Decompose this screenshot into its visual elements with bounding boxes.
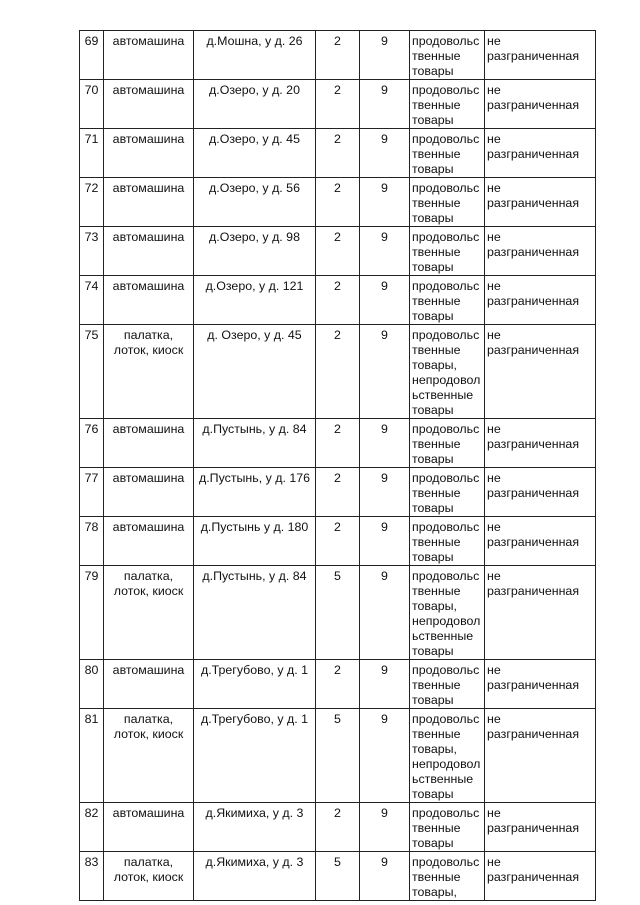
quantity-cell (316, 517, 360, 566)
land-status-line: не (487, 34, 501, 48)
address-cell (194, 803, 316, 852)
cell-text: 74 (84, 279, 99, 293)
goods-line: твенные (412, 437, 461, 451)
goods-line: продовольс (412, 855, 480, 869)
row-number-cell (80, 468, 104, 517)
object-type-line: лоток, киоск (113, 870, 184, 884)
cell-text: 76 (84, 422, 99, 436)
goods-line: непродовол (412, 757, 481, 771)
cell-text: 9 (381, 279, 388, 293)
cell-text: 69 (84, 34, 99, 48)
land-status-line: разграниченная (487, 98, 580, 112)
land-status-line: не (487, 520, 501, 534)
address-cell (194, 227, 316, 276)
goods-cell (410, 566, 485, 660)
object-type-line: палатка, (123, 855, 174, 869)
object-type-line: автомашина (112, 34, 185, 48)
period-cell (360, 178, 410, 227)
land-status-cell (485, 129, 596, 178)
cell-text: 70 (84, 83, 99, 97)
address-cell (194, 80, 316, 129)
goods-line: товары (412, 211, 454, 225)
land-status-line: не (487, 230, 501, 244)
cell-text: 9 (381, 471, 388, 485)
cell-text: 9 (381, 712, 388, 726)
quantity-cell (316, 709, 360, 803)
address-cell (194, 419, 316, 468)
goods-line: ьственные (412, 772, 474, 786)
goods-line: товары (412, 501, 454, 515)
goods-line: продовольс (412, 279, 480, 293)
goods-line: продовольс (412, 132, 480, 146)
table-row (80, 129, 596, 178)
cell-text: 5 (334, 712, 341, 726)
cell-text: д.Мошна, у д. 26 (206, 34, 303, 48)
cell-text: д.Пустынь, у д. 176 (198, 471, 311, 485)
cell-text: 2 (334, 663, 341, 677)
goods-line: твенные (412, 49, 461, 63)
period-cell (360, 227, 410, 276)
object-type-cell (104, 803, 194, 852)
land-status-line: не (487, 712, 501, 726)
cell-text: 71 (84, 132, 99, 146)
land-status-cell (485, 31, 596, 80)
cell-text: 2 (334, 279, 341, 293)
land-status-cell (485, 80, 596, 129)
row-number-cell (80, 709, 104, 803)
goods-line: непродовол (412, 614, 481, 628)
cell-text: 2 (334, 83, 341, 97)
object-type-cell (104, 660, 194, 709)
object-type-line: автомашина (112, 230, 185, 244)
object-type-line: палатка, (123, 712, 174, 726)
goods-line: твенные (412, 584, 461, 598)
cell-text: д.Озеро, у д. 98 (209, 230, 300, 244)
row-number-cell (80, 660, 104, 709)
object-type-cell (104, 276, 194, 325)
goods-cell (410, 227, 485, 276)
goods-cell (410, 517, 485, 566)
goods-cell (410, 468, 485, 517)
land-status-line: не (487, 328, 501, 342)
cell-text: 83 (84, 855, 99, 869)
land-status-cell (485, 803, 596, 852)
table-body (80, 31, 596, 901)
quantity-cell (316, 566, 360, 660)
goods-line: продовольс (412, 34, 480, 48)
period-cell (360, 517, 410, 566)
cell-text: 9 (381, 328, 388, 342)
goods-line: продовольс (412, 83, 480, 97)
cell-text: 82 (84, 806, 99, 820)
land-status-line: не (487, 83, 501, 97)
address-cell (194, 852, 316, 901)
quantity-cell (316, 31, 360, 80)
goods-cell (410, 419, 485, 468)
land-status-line: разграниченная (487, 343, 580, 357)
object-type-cell (104, 80, 194, 129)
land-status-line: разграниченная (487, 821, 580, 835)
period-cell (360, 80, 410, 129)
object-type-line: автомашина (112, 806, 185, 820)
cell-text: 80 (84, 663, 99, 677)
cell-text: 2 (334, 34, 341, 48)
row-number-cell (80, 566, 104, 660)
goods-line: твенные (412, 535, 461, 549)
period-cell (360, 129, 410, 178)
goods-line: ьственные (412, 629, 474, 643)
cell-text: д.Озеро, у д. 56 (209, 181, 300, 195)
cell-text: д.Пустынь у д. 180 (200, 520, 309, 534)
quantity-cell (316, 468, 360, 517)
row-number-cell (80, 129, 104, 178)
land-status-cell (485, 852, 596, 901)
row-number-cell (80, 852, 104, 901)
goods-line: твенные (412, 821, 461, 835)
cell-text: 79 (84, 569, 99, 583)
cell-text: 73 (84, 230, 99, 244)
period-cell (360, 419, 410, 468)
cell-text: 2 (334, 520, 341, 534)
cell-text: 2 (334, 806, 341, 820)
goods-line: товары (412, 403, 454, 417)
goods-line: продовольс (412, 181, 480, 195)
goods-line: товары (412, 550, 454, 564)
goods-line: товары (412, 260, 454, 274)
table-row (80, 468, 596, 517)
address-cell (194, 709, 316, 803)
cell-text: 78 (84, 520, 99, 534)
cell-text: 2 (334, 181, 341, 195)
row-number-cell (80, 178, 104, 227)
period-cell (360, 468, 410, 517)
cell-text: 9 (381, 83, 388, 97)
address-cell (194, 129, 316, 178)
cell-text: 5 (334, 569, 341, 583)
cell-text: 9 (381, 34, 388, 48)
quantity-cell (316, 325, 360, 419)
cell-text: д.Озеро, у д. 20 (209, 83, 300, 97)
goods-line: твенные (412, 678, 461, 692)
table-row (80, 80, 596, 129)
goods-line: твенные (412, 343, 461, 357)
land-status-cell (485, 178, 596, 227)
goods-line: продовольс (412, 520, 480, 534)
goods-line: товары (412, 113, 454, 127)
cell-text: 77 (84, 471, 99, 485)
table-row (80, 178, 596, 227)
goods-cell (410, 709, 485, 803)
object-type-line: автомашина (112, 663, 185, 677)
goods-line: твенные (412, 196, 461, 210)
object-type-line: автомашина (112, 132, 185, 146)
table-row (80, 709, 596, 803)
land-status-line: разграниченная (487, 147, 580, 161)
cell-text: 75 (84, 328, 99, 342)
goods-line: товары (412, 162, 454, 176)
table-row (80, 31, 596, 80)
land-status-line: не (487, 855, 501, 869)
cell-text: д.Якимиха, у д. 3 (205, 806, 304, 820)
cell-text: д. Озеро, у д. 45 (207, 328, 302, 342)
address-cell (194, 31, 316, 80)
table-row (80, 227, 596, 276)
row-number-cell (80, 803, 104, 852)
land-status-line: разграниченная (487, 870, 580, 884)
row-number-cell (80, 31, 104, 80)
goods-line: товары (412, 787, 454, 801)
cell-text: 9 (381, 132, 388, 146)
goods-line: ьственные (412, 388, 474, 402)
goods-line: продовольс (412, 806, 480, 820)
cell-text: 9 (381, 855, 388, 869)
land-status-cell (485, 517, 596, 566)
cell-text: д.Трегубово, у д. 1 (200, 712, 309, 726)
goods-line: продовольс (412, 712, 480, 726)
goods-line: товары (412, 644, 454, 658)
land-status-line: не (487, 471, 501, 485)
land-status-line: разграниченная (487, 49, 580, 63)
object-type-cell (104, 227, 194, 276)
goods-line: товары (412, 309, 454, 323)
quantity-cell (316, 852, 360, 901)
object-type-line: палатка, (123, 328, 174, 342)
table-row (80, 276, 596, 325)
quantity-cell (316, 129, 360, 178)
cell-text: 2 (334, 132, 341, 146)
object-type-cell (104, 852, 194, 901)
object-type-cell (104, 129, 194, 178)
goods-line: продовольс (412, 471, 480, 485)
land-status-line: не (487, 569, 501, 583)
row-number-cell (80, 325, 104, 419)
period-cell (360, 803, 410, 852)
goods-cell (410, 80, 485, 129)
period-cell (360, 566, 410, 660)
cell-text: д.Озеро, у д. 121 (205, 279, 304, 293)
object-type-line: автомашина (112, 471, 185, 485)
land-status-line: разграниченная (487, 678, 580, 692)
cell-text: д.Озеро, у д. 45 (209, 132, 300, 146)
land-status-line: не (487, 422, 501, 436)
quantity-cell (316, 419, 360, 468)
address-cell (194, 178, 316, 227)
goods-line: товары, (412, 885, 458, 899)
cell-text: 9 (381, 663, 388, 677)
goods-line: товары (412, 64, 454, 78)
object-type-line: палатка, (123, 569, 174, 583)
quantity-cell (316, 276, 360, 325)
address-cell (194, 276, 316, 325)
land-status-cell (485, 468, 596, 517)
cell-text: 2 (334, 328, 341, 342)
trade-places-table (79, 30, 596, 901)
cell-text: 9 (381, 520, 388, 534)
land-status-line: разграниченная (487, 486, 580, 500)
land-status-line: не (487, 806, 501, 820)
goods-line: твенные (412, 486, 461, 500)
goods-cell (410, 276, 485, 325)
cell-text: 9 (381, 569, 388, 583)
land-status-line: разграниченная (487, 196, 580, 210)
period-cell (360, 709, 410, 803)
row-number-cell (80, 419, 104, 468)
quantity-cell (316, 178, 360, 227)
goods-line: твенные (412, 294, 461, 308)
land-status-line: не (487, 279, 501, 293)
cell-text: 2 (334, 471, 341, 485)
land-status-cell (485, 419, 596, 468)
land-status-line: разграниченная (487, 437, 580, 451)
object-type-line: автомашина (112, 181, 185, 195)
address-cell (194, 566, 316, 660)
land-status-line: разграниченная (487, 245, 580, 259)
goods-line: твенные (412, 147, 461, 161)
period-cell (360, 325, 410, 419)
cell-text: 9 (381, 230, 388, 244)
cell-text: 9 (381, 806, 388, 820)
object-type-cell (104, 468, 194, 517)
goods-line: товары (412, 693, 454, 707)
land-status-cell (485, 566, 596, 660)
table-row (80, 803, 596, 852)
address-cell (194, 325, 316, 419)
cell-text: 9 (381, 181, 388, 195)
object-type-line: автомашина (112, 520, 185, 534)
goods-line: товары, (412, 358, 458, 372)
goods-cell (410, 803, 485, 852)
goods-line: твенные (412, 870, 461, 884)
goods-line: товары (412, 836, 454, 850)
land-status-line: разграниченная (487, 535, 580, 549)
cell-text: 72 (84, 181, 99, 195)
goods-line: товары (412, 452, 454, 466)
object-type-line: автомашина (112, 83, 185, 97)
goods-line: продовольс (412, 230, 480, 244)
goods-line: продовольс (412, 422, 480, 436)
goods-cell (410, 129, 485, 178)
cell-text: д.Трегубово, у д. 1 (200, 663, 309, 677)
row-number-cell (80, 80, 104, 129)
object-type-line: автомашина (112, 422, 185, 436)
object-type-line: автомашина (112, 279, 185, 293)
quantity-cell (316, 80, 360, 129)
object-type-line: лоток, киоск (113, 727, 184, 741)
goods-line: продовольс (412, 328, 480, 342)
goods-line: твенные (412, 98, 461, 112)
goods-cell (410, 31, 485, 80)
goods-line: продовольс (412, 663, 480, 677)
row-number-cell (80, 517, 104, 566)
goods-line: твенные (412, 245, 461, 259)
cell-text: 2 (334, 230, 341, 244)
land-status-cell (485, 227, 596, 276)
address-cell (194, 517, 316, 566)
land-status-line: разграниченная (487, 584, 580, 598)
object-type-cell (104, 325, 194, 419)
object-type-line: лоток, киоск (113, 584, 184, 598)
goods-cell (410, 178, 485, 227)
period-cell (360, 31, 410, 80)
cell-text: 5 (334, 855, 341, 869)
land-status-line: не (487, 181, 501, 195)
table-row (80, 852, 596, 901)
quantity-cell (316, 660, 360, 709)
cell-text: 2 (334, 422, 341, 436)
period-cell (360, 276, 410, 325)
goods-line: товары, (412, 742, 458, 756)
object-type-cell (104, 31, 194, 80)
goods-cell (410, 325, 485, 419)
table-row (80, 325, 596, 419)
address-cell (194, 660, 316, 709)
row-number-cell (80, 276, 104, 325)
cell-text: 81 (84, 712, 99, 726)
goods-cell (410, 852, 485, 901)
land-status-cell (485, 325, 596, 419)
table-row (80, 419, 596, 468)
cell-text: д.Пустынь, у д. 84 (202, 569, 307, 583)
period-cell (360, 852, 410, 901)
land-status-cell (485, 709, 596, 803)
goods-cell (410, 660, 485, 709)
table-row (80, 566, 596, 660)
quantity-cell (316, 227, 360, 276)
period-cell (360, 660, 410, 709)
object-type-cell (104, 517, 194, 566)
cell-text: д.Пустынь, у д. 84 (202, 422, 307, 436)
goods-line: товары, (412, 599, 458, 613)
quantity-cell (316, 803, 360, 852)
land-status-cell (485, 660, 596, 709)
goods-line: непродовол (412, 373, 481, 387)
table-row (80, 517, 596, 566)
object-type-cell (104, 419, 194, 468)
land-status-line: разграниченная (487, 727, 580, 741)
land-status-line: не (487, 132, 501, 146)
address-cell (194, 468, 316, 517)
object-type-cell (104, 709, 194, 803)
object-type-cell (104, 566, 194, 660)
land-status-line: не (487, 663, 501, 677)
land-status-line: разграниченная (487, 294, 580, 308)
object-type-line: лоток, киоск (113, 343, 184, 357)
cell-text: д.Якимиха, у д. 3 (205, 855, 304, 869)
row-number-cell (80, 227, 104, 276)
land-status-cell (485, 276, 596, 325)
cell-text: 9 (381, 422, 388, 436)
table-row (80, 660, 596, 709)
goods-line: твенные (412, 727, 461, 741)
goods-line: продовольс (412, 569, 480, 583)
object-type-cell (104, 178, 194, 227)
